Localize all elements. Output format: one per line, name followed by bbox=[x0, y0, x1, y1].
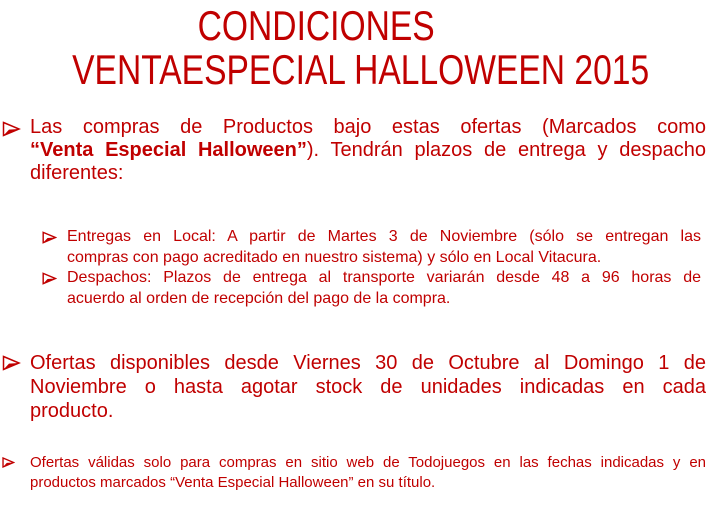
bullet-line: Noviembre o hasta agotar stock de unidades indicadas en cada bbox=[30, 376, 706, 398]
slide-title bbox=[0, 0, 650, 93]
title-line-1 bbox=[0, 4, 632, 48]
bullet-main-1 bbox=[0, 116, 720, 185]
bullet-main-2 bbox=[0, 351, 720, 423]
title-line-2-text: VENTAESPECIAL HALLOWEEN 2015 bbox=[72, 46, 650, 93]
sub-bullet-2 bbox=[0, 268, 720, 309]
arrowhead-right-icon bbox=[2, 121, 21, 137]
bullet-line: diferentes: bbox=[30, 162, 124, 184]
bullet-line: producto. bbox=[30, 400, 114, 422]
title-line-2 bbox=[0, 46, 650, 93]
title-line-1-text: CONDICIONES bbox=[197, 2, 435, 49]
bullet-text: ). Tendrán plazos de entrega y despacho bbox=[306, 139, 706, 161]
bullet-line bbox=[30, 139, 706, 162]
arrowhead-right-icon bbox=[42, 231, 57, 244]
bullet-line: acuerdo al orden de recepción del pago de la compra. bbox=[67, 289, 451, 307]
bullet-line: Ofertas válidas solo para compras en sitio web de Todojuegos en las fechas indicadas y en bbox=[30, 454, 706, 471]
bullet-line: Entregas en Local: A partir de Martes 3 de Noviembre (sólo se entregan las bbox=[67, 228, 701, 245]
arrowhead-right-icon bbox=[2, 457, 15, 468]
sub-bullet-1 bbox=[0, 227, 720, 268]
sub-bullet-group bbox=[0, 227, 720, 309]
bullet-line: Las compras de Productos bajo estas ofertas (Marcados como bbox=[30, 116, 706, 138]
bullet-line: productos marcados “Venta Especial Halloween” en su título. bbox=[30, 474, 436, 491]
bullet-note bbox=[0, 453, 720, 493]
arrowhead-right-icon bbox=[42, 272, 57, 285]
bullet-line: compras con pago acreditado en nuestro sistema) y sólo en Local Vitacura. bbox=[67, 248, 602, 266]
bullet-bold-text: “Venta Especial Halloween” bbox=[30, 139, 307, 161]
arrowhead-right-icon bbox=[2, 355, 21, 371]
bullet-line: Despachos: Plazos de entrega al transporte variarán desde 48 a 96 horas de bbox=[67, 269, 701, 286]
bullet-line: Ofertas disponibles desde Viernes 30 de Octubre al Domingo 1 de bbox=[30, 352, 706, 374]
